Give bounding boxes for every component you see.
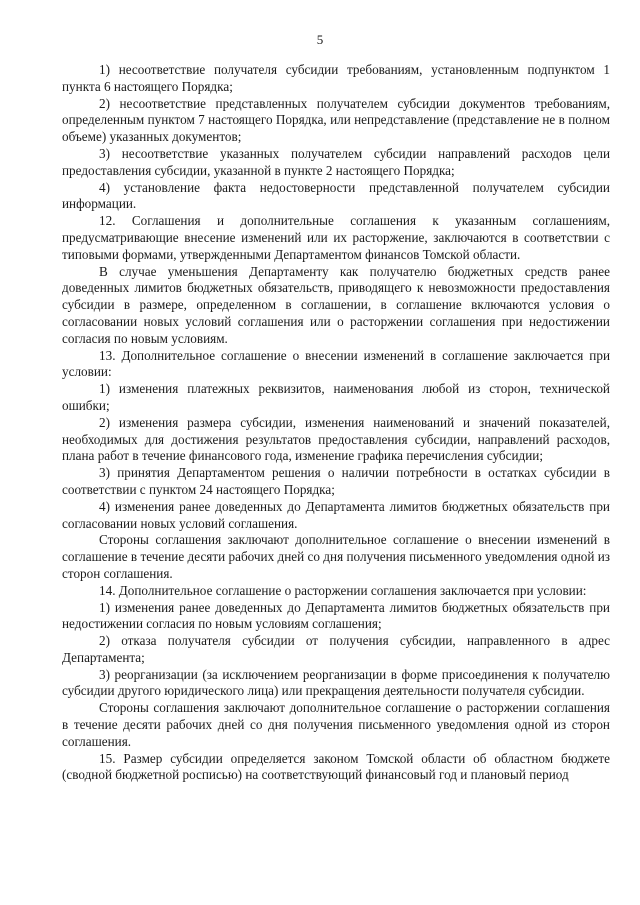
paragraph: 4) изменения ранее доведенных до Департамента лимитов бюджетных обязательств при согласовании новых условий соглашения.: [62, 498, 610, 531]
paragraph: 12. Соглашения и дополнительные соглашения к указанным соглашениям, предусматривающие внесение изменений или их расторжение, заключаются в соответствии с типовыми формами, утвержденными Департаментом финансов Томской области.: [62, 213, 610, 262]
paragraph: 2) отказа получателя субсидии от получения субсидии, направленного в адрес Департамента;: [62, 633, 610, 665]
paragraph: 2) несоответствие представленных получателем субсидии документов требованиям, определенным пунктом 7 настоящего Порядка, или непредставление (представление не в полном объеме) указанных документов;: [62, 95, 610, 145]
paragraph: 15. Размер субсидии определяется законом Томской области об областном бюджете (сводной бюджетной росписью) на соответствующий финансовый год и плановый период: [62, 750, 610, 783]
paragraph: 3) реорганизации (за исключением реорганизации в форме присоединения к получателю субсидии другого юридического лица) или прекращения деятельности получателя субсидии.: [62, 666, 610, 699]
document-body: [62, 62, 610, 784]
paragraph: В случае уменьшения Департаменту как получателю бюджетных средств ранее доведенных лимитов бюджетных обязательств, приводящего к невозможности предоставления субсидии в размере, определенном в соглашении, в соглашение включаются условия о согласовании новых условий соглашения или о расторжении соглашения при недостижении согласия по новым условиям.: [62, 263, 610, 346]
paragraph: 14. Дополнительное соглашение о расторжении соглашения заключается при условии:: [99, 582, 587, 598]
paragraph: 3) несоответствие указанных получателем субсидии направлений расходов цели предоставления субсидии, указанной в пункте 2 настоящего Порядка;: [62, 145, 610, 178]
paragraph: 1) изменения ранее доведенных до Департамента лимитов бюджетных обязательств при недостижении согласия по новым условиям соглашения;: [62, 599, 610, 632]
paragraph: 1) изменения платежных реквизитов, наименования любой из сторон, технической ошибки;: [62, 381, 610, 413]
paragraph: Стороны соглашения заключают дополнительное соглашение о расторжении соглашения в течение десяти рабочих дней со дня получения письменного уведомления одной из сторон соглашения.: [62, 700, 610, 749]
paragraph: 1) несоответствие получателя субсидии требованиям, установленным подпунктом 1 пункта 6 настоящего Порядка;: [62, 62, 610, 94]
paragraph: 4) установление факта недостоверности представленной получателем субсидии информации.: [62, 179, 610, 212]
paragraph: 13. Дополнительное соглашение о внесении изменений в соглашение заключается при условии:: [62, 347, 610, 380]
paragraph: 2) изменения размера субсидии, изменения наименований и значений показателей, необходимых для достижения результатов предоставления субсидии, направлений расходов, плана работ в течение финансового года, изменение графика перечисления субсидии;: [62, 414, 610, 464]
paragraph: 3) принятия Департаментом решения о наличии потребности в остатках субсидии в соответствии с пунктом 24 настоящего Порядка;: [62, 465, 610, 497]
paragraph: Стороны соглашения заключают дополнительное соглашение о внесении изменений в соглашение в течение десяти рабочих дней со дня получения письменного уведомления одной из сторон соглашения.: [62, 532, 610, 581]
page-number: 5: [316, 32, 324, 47]
